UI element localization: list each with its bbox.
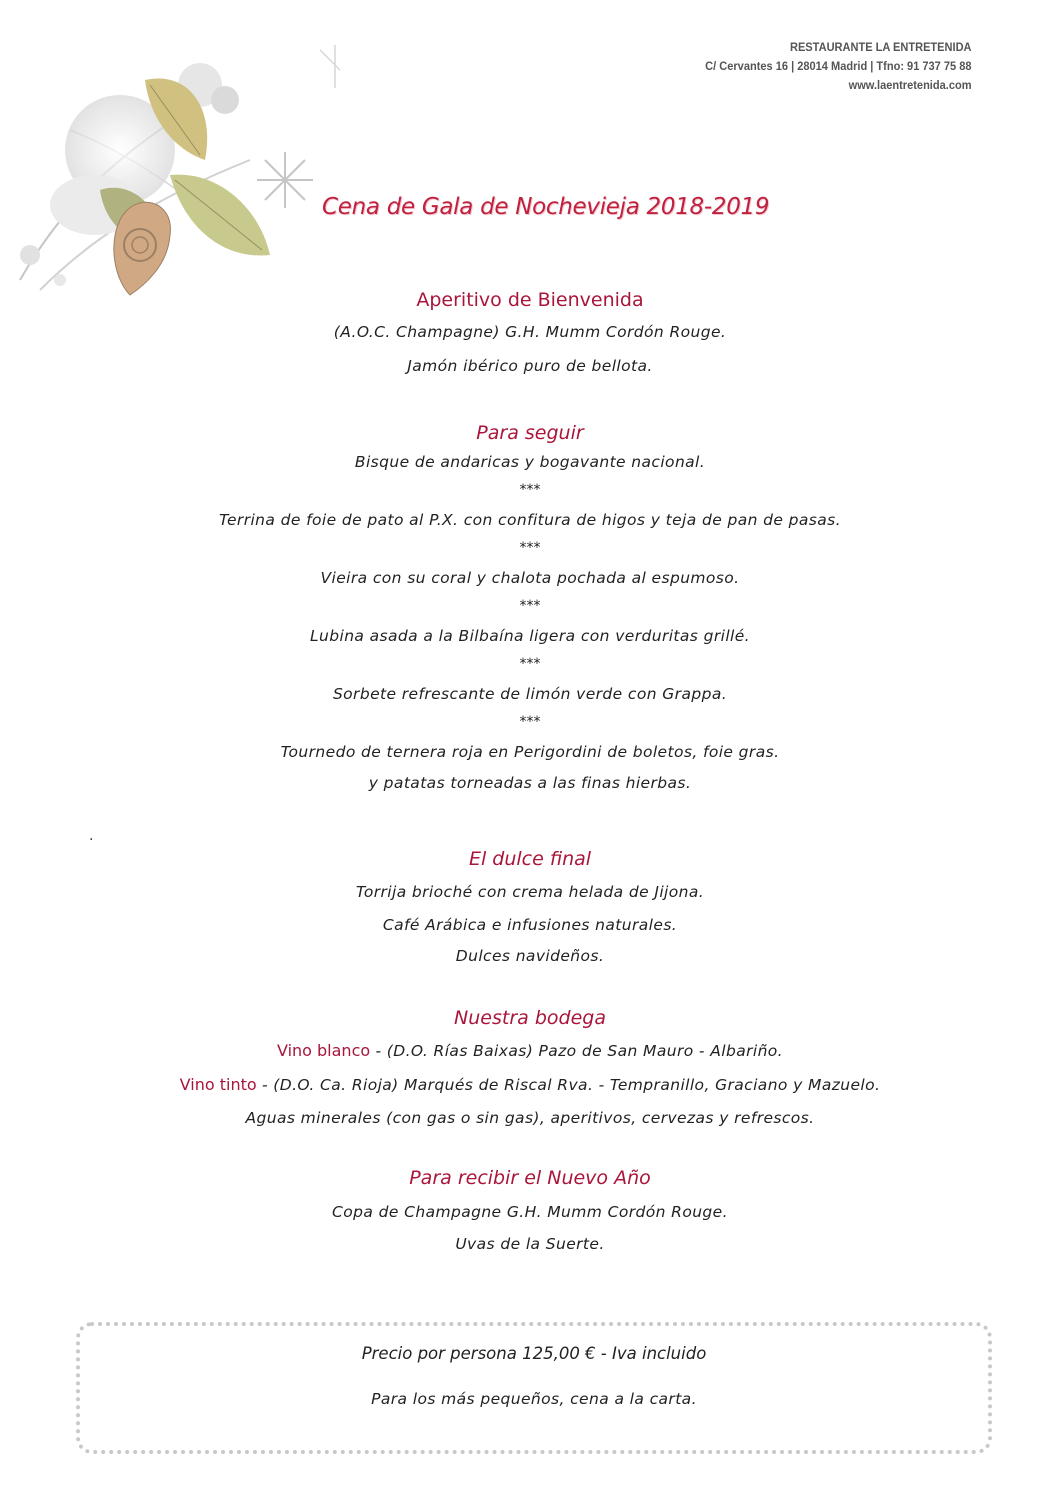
section-heading: Para seguir — [476, 422, 584, 444]
wine-white-label: Vino blanco — [276, 1041, 371, 1060]
section-aperitivo — [0, 289, 1060, 375]
menu-item: Bisque de andaricas y bogavante nacional. — [354, 453, 706, 471]
stray-dot: . — [89, 828, 94, 844]
section-nuevo-ano — [0, 1167, 1060, 1253]
menu-item: Torrija brioché con crema helada de Jijona. — [355, 883, 705, 901]
section-heading: El dulce final — [468, 848, 592, 870]
menu-item: Uvas de la Suerte. — [455, 1235, 605, 1253]
page-title: Cena de Gala de Nochevieja 2018-2019 — [322, 194, 770, 220]
menu-item: (A.O.C. Champagne) G.H. Mumm Cordón Rouge. — [333, 323, 727, 341]
separator: *** — [519, 598, 541, 614]
restaurant-header — [706, 38, 972, 95]
restaurant-website: www.laentretenida.com — [849, 78, 972, 92]
restaurant-name: RESTAURANTE LA ENTRETENIDA — [790, 40, 972, 54]
menu-item-continuation: y patatas torneadas a las finas hierbas. — [368, 774, 692, 792]
separator: *** — [519, 714, 541, 730]
section-bodega — [0, 1007, 1060, 1127]
wine-white — [0, 1041, 1060, 1075]
wine-red-label: Vino tinto — [179, 1075, 257, 1094]
wine-red-text: - (D.O. Ca. Rioja) Marqués de Riscal Rva. - Tempranillo, Graciano y Mazuelo. — [256, 1076, 881, 1094]
menu-item: Café Arábica e infusiones naturales. — [382, 916, 678, 934]
section-heading: Aperitivo de Bienvenida — [416, 289, 644, 311]
menu-item: Copa de Champagne G.H. Mumm Cordón Rouge. — [332, 1203, 728, 1221]
price-box — [76, 1322, 992, 1454]
menu-item: Lubina asada a la Bilbaína ligera con verduritas grillé. — [309, 627, 751, 645]
menu-item: Vieira con su coral y chalota pochada al espumoso. — [320, 569, 740, 587]
drinks-extra: Aguas minerales (con gas o sin gas), aperitivos, cervezas y refrescos. — [245, 1109, 815, 1127]
separator: *** — [519, 482, 541, 498]
section-postre — [0, 848, 1060, 965]
menu-item: Jamón ibérico puro de bellota. — [407, 357, 653, 375]
kids-note: Para los más pequeños, cena a la carta. — [371, 1390, 697, 1408]
menu-item: Dulces navideños. — [455, 947, 605, 965]
menu-item: Terrina de foie de pato al P.X. con confitura de higos y teja de pan de pasas. — [219, 511, 841, 529]
restaurant-address: C/ Cervantes 16 | 28014 Madrid | Tfno: 91 737 75 88 — [705, 59, 972, 73]
section-para-seguir — [0, 422, 1060, 792]
wine-red — [0, 1075, 1060, 1109]
section-heading: Para recibir el Nuevo Año — [409, 1167, 651, 1189]
separator: *** — [519, 540, 541, 556]
wine-white-text: - (D.O. Rías Baixas) Pazo de San Mauro - Albariño. — [370, 1042, 784, 1060]
section-heading: Nuestra bodega — [454, 1007, 606, 1029]
separator: *** — [519, 656, 541, 672]
menu-item: Sorbete refrescante de limón verde con Grappa. — [332, 685, 728, 703]
menu-item: Tournedo de ternera roja en Perigordini de boletos, foie gras. — [280, 743, 780, 761]
price-per-person: Precio por persona 125,00 € - Iva incluido — [361, 1344, 707, 1363]
